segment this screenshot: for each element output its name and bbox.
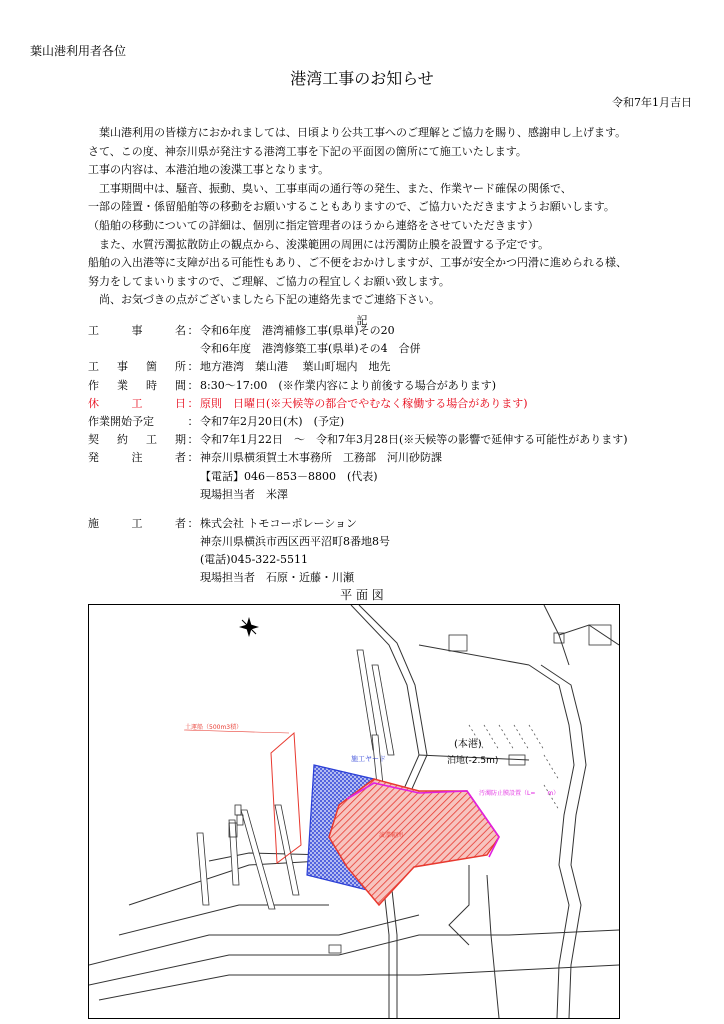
colon: ：: [187, 378, 199, 392]
row-koji-kasho: [88, 358, 628, 376]
page-title: 港湾工事のお知らせ: [290, 69, 434, 88]
value-sagyo-jikan: 8:30～17:00 (※作業内容により前後する場合があります): [200, 378, 496, 392]
label-yard: 施工ヤード: [351, 755, 386, 763]
value-sekosha-1: 株式会社 トモコーポレーション: [200, 516, 358, 530]
row-koji-mei: [88, 322, 628, 340]
body-line: 一部の陸置・係留船舶等の移動をお願いすることもありますので、ご協力いただきますようお願いします。: [88, 200, 615, 214]
value-koji-mei-2: 令和6年度 港湾修築工事(県単)その4 合併: [200, 342, 421, 356]
value-kyukoubi: 原則 日曜日(※天候等の都合でやむなく稼働する場合があります): [200, 396, 528, 410]
label-koji-mei: 工 事 名: [88, 324, 186, 337]
addressee: 葉山港利用者各位: [30, 44, 127, 58]
colon: ：: [187, 516, 199, 530]
colon: ：: [187, 360, 199, 374]
body-line: 船舶の入出港等に支障が出る可能性もあり、ご不便をおかけしますが、工事が安全かつ円滑に進められる様、: [88, 256, 627, 270]
value-sekosha-address: 神奈川県横浜市西区西平沼町8番地8号: [200, 535, 390, 549]
value-kaishi-yotei: 令和7年2月20日(木) (予定): [200, 414, 345, 428]
label-sagyo-jikan: 作 業 時 間: [88, 378, 186, 392]
ki-heading: 記: [356, 314, 368, 327]
value-sekosha-phone: (電話)045-322-5511: [200, 553, 309, 567]
label-keiyaku-koki: 契 約 工 期: [88, 433, 186, 447]
label-kaishi-yotei: 作業開始予定: [88, 414, 154, 428]
boat-markers: [229, 625, 611, 953]
label-hatchusha: 発 注 者: [88, 451, 186, 465]
label-sekosha: 施 工 者: [88, 516, 186, 530]
row-keiyaku-koki: [88, 431, 628, 449]
value-hatchusha-contact: 現場担当者 米澤: [200, 487, 288, 501]
label-hakuchi: 泊地(-2.5m): [447, 756, 499, 766]
value-sekosha-contact: 現場担当者 石原・近藤・川瀬: [200, 571, 354, 585]
body-line: また、水質汚濁拡散防止の観点から、浚渫範囲の周囲には汚濁防止膜を設置する予定です。: [99, 237, 550, 251]
row-hatchusha: [88, 449, 628, 467]
north-arrow-icon: [239, 617, 259, 637]
plan-title: 平 面 図: [340, 588, 384, 602]
label-odaku: 汚濁防止膜設置（L= m）: [479, 790, 560, 797]
label-shunsetsu: 浚渫範囲: [379, 832, 404, 839]
site-plan-map: [88, 604, 620, 1019]
colon: ：: [187, 396, 199, 410]
notice-body: [88, 124, 627, 310]
value-hatchusha-1: 神奈川県横須賀土木事務所 工務部 河川砂防課: [200, 451, 442, 465]
label-kyukoubi: 休 工 日: [88, 396, 186, 410]
label-honko: (本港): [454, 739, 482, 750]
colon: ：: [187, 414, 199, 428]
label-dosen: 土運船（500m3積）: [185, 724, 243, 731]
row-sekosha: [88, 515, 628, 533]
row-sagyo-jikan: [88, 377, 628, 395]
value-koji-kasho: 地方港湾 葉山港 葉山町堀内 地先: [200, 360, 391, 374]
colon: ：: [187, 433, 199, 447]
row-kyukoubi: [88, 395, 628, 413]
label-koji-kasho: 工 事 箇 所: [88, 360, 186, 374]
body-line: さて、この度、神奈川県が発注する港湾工事を下記の平面図の箇所にて施工いたします。: [88, 144, 527, 158]
row-kaishi-yotei: [88, 413, 628, 431]
details-list: [88, 322, 628, 588]
colon: ：: [187, 451, 199, 465]
colon: ：: [187, 324, 199, 337]
body-line: 尚、お気づきの点がございましたら下記の連絡先までご連絡下さい。: [99, 293, 440, 307]
value-keiyaku-koki: 令和7年1月22日 ～ 令和7年3月28日(※天候等の影響で延伸する可能性があります): [200, 433, 628, 447]
row-koji-mei-2: [88, 340, 628, 358]
issue-date: 令和7年1月吉日: [612, 96, 692, 109]
body-line: 葉山港利用の皆様方におかれましては、日頃より公共工事へのご理解とご協力を賜り、感謝申し上げます。: [99, 126, 627, 139]
value-koji-mei-1: 令和6年度 港湾補修工事(県単)その20: [200, 324, 395, 337]
body-line: （船舶の移動についての詳細は、個別に指定管理者のほうから連絡をさせていただきます）: [88, 218, 539, 232]
value-hatchusha-phone: 【電話】046－853－8800 (代表): [200, 469, 378, 483]
berth-lines: [469, 725, 559, 810]
body-line: 工事期間中は、騒音、振動、臭い、工事車両の通行等の発生、また、作業ヤード確保の関係で、: [99, 181, 572, 195]
body-line: 工事の内容は、本港泊地の浚渫工事となります。: [88, 163, 330, 177]
body-line: 努力をしてまいりますので、ご理解、ご協力の程宜しくお願い致します。: [88, 274, 450, 288]
